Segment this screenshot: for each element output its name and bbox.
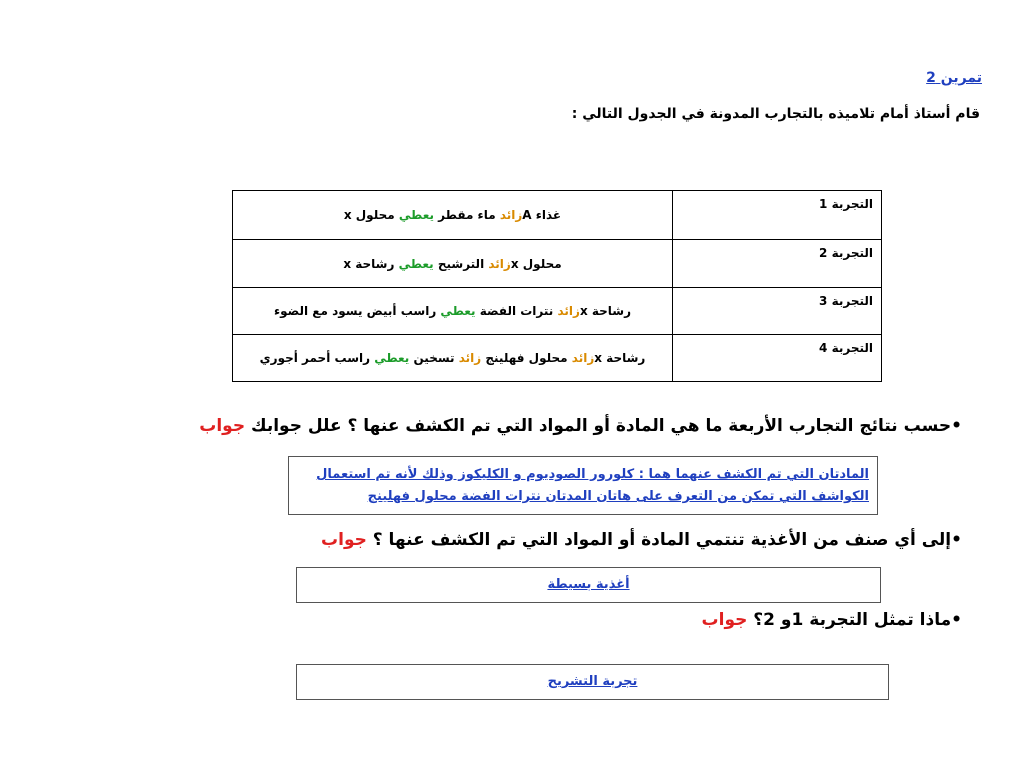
gives-word: يعطي: [440, 304, 476, 318]
experiment-description: [233, 240, 673, 288]
gives-word: يعطي: [374, 351, 410, 365]
plus-word: زائد: [499, 208, 523, 222]
experiment-description: [233, 191, 673, 240]
experiment-description: [233, 335, 673, 382]
description-text: ماء مقطر: [433, 208, 500, 222]
table-row: [233, 288, 882, 335]
experiments-table: [232, 190, 882, 382]
answer-3[interactable]: تجربة التشريح: [547, 674, 638, 689]
plus-word: زائد: [458, 351, 482, 365]
experiment-description: [233, 288, 673, 335]
description-text: تسخين: [409, 351, 459, 365]
description-text: A: [522, 208, 532, 222]
plus-word: زائد: [571, 351, 595, 365]
answer-word: جواب: [199, 416, 246, 436]
description-text: x: [510, 256, 519, 271]
description-text: x: [594, 351, 602, 365]
table-row: [233, 335, 882, 382]
question-text: •ماذا تمثل التجربة 1و 2؟: [747, 610, 962, 630]
description-text: راسب أبيض يسود مع الضوء: [273, 304, 441, 318]
description-text: محلول x: [343, 208, 399, 222]
plus-word: زائد: [488, 256, 511, 271]
table-row: [233, 191, 882, 240]
plus-word: زائد: [557, 304, 580, 318]
gives-word: يعطي: [398, 256, 434, 271]
answer-box-1: [288, 456, 878, 515]
description-text: محلول: [518, 256, 562, 271]
description-text: راسب أحمر أجوري: [259, 351, 375, 365]
answer-2[interactable]: أغذية بسيطة: [547, 577, 630, 592]
answer-box-2: [296, 567, 881, 603]
answer-1-line-2[interactable]: الكواشف التي تمكن من التعرف على هاتان المدتان نترات الفضة محلول فهلينج: [367, 489, 869, 504]
experiment-label: التجربة 1: [673, 191, 882, 240]
question-text: •حسب نتائج التجارب الأربعة ما هي المادة أو المواد التي تم الكشف عنها ؟ علل جوابك: [245, 416, 962, 436]
answer-word: جواب: [701, 610, 748, 630]
question-text: •إلى أي صنف من الأغذية تنتمي المادة أو المواد التي تم الكشف عنها ؟: [366, 530, 962, 550]
description-text: رشاحة x: [343, 256, 399, 271]
description-text: رشاحة: [587, 304, 632, 318]
table-row: [233, 240, 882, 288]
exercise-title: تمرين 2: [926, 70, 982, 86]
answer-word: جواب: [321, 530, 367, 550]
answer-box-3: [296, 664, 889, 700]
question-2: [321, 530, 962, 550]
experiment-label: التجربة 3: [673, 288, 882, 335]
experiment-label: التجربة 2: [673, 240, 882, 288]
experiment-label: التجربة 4: [673, 335, 882, 382]
intro-text: قام أستاذ أمام تلاميذه بالتجارب المدونة في الجدول التالي :: [571, 106, 980, 122]
question-1: [199, 416, 962, 436]
description-text: الترشيح: [433, 256, 489, 271]
answer-1-line-1[interactable]: المادتان التي تم الكشف عنهما هما : كلورور الصوديوم و الكليكوز وذلك لأنه تم استعمال: [316, 467, 869, 482]
description-text: محلول فهلينج: [481, 351, 572, 365]
description-text: x: [579, 304, 588, 318]
description-text: نترات الفضة: [475, 304, 558, 318]
question-3: [702, 610, 962, 630]
gives-word: يعطي: [398, 208, 434, 222]
description-text: رشاحة: [602, 351, 646, 365]
description-text: غذاء: [531, 208, 562, 222]
